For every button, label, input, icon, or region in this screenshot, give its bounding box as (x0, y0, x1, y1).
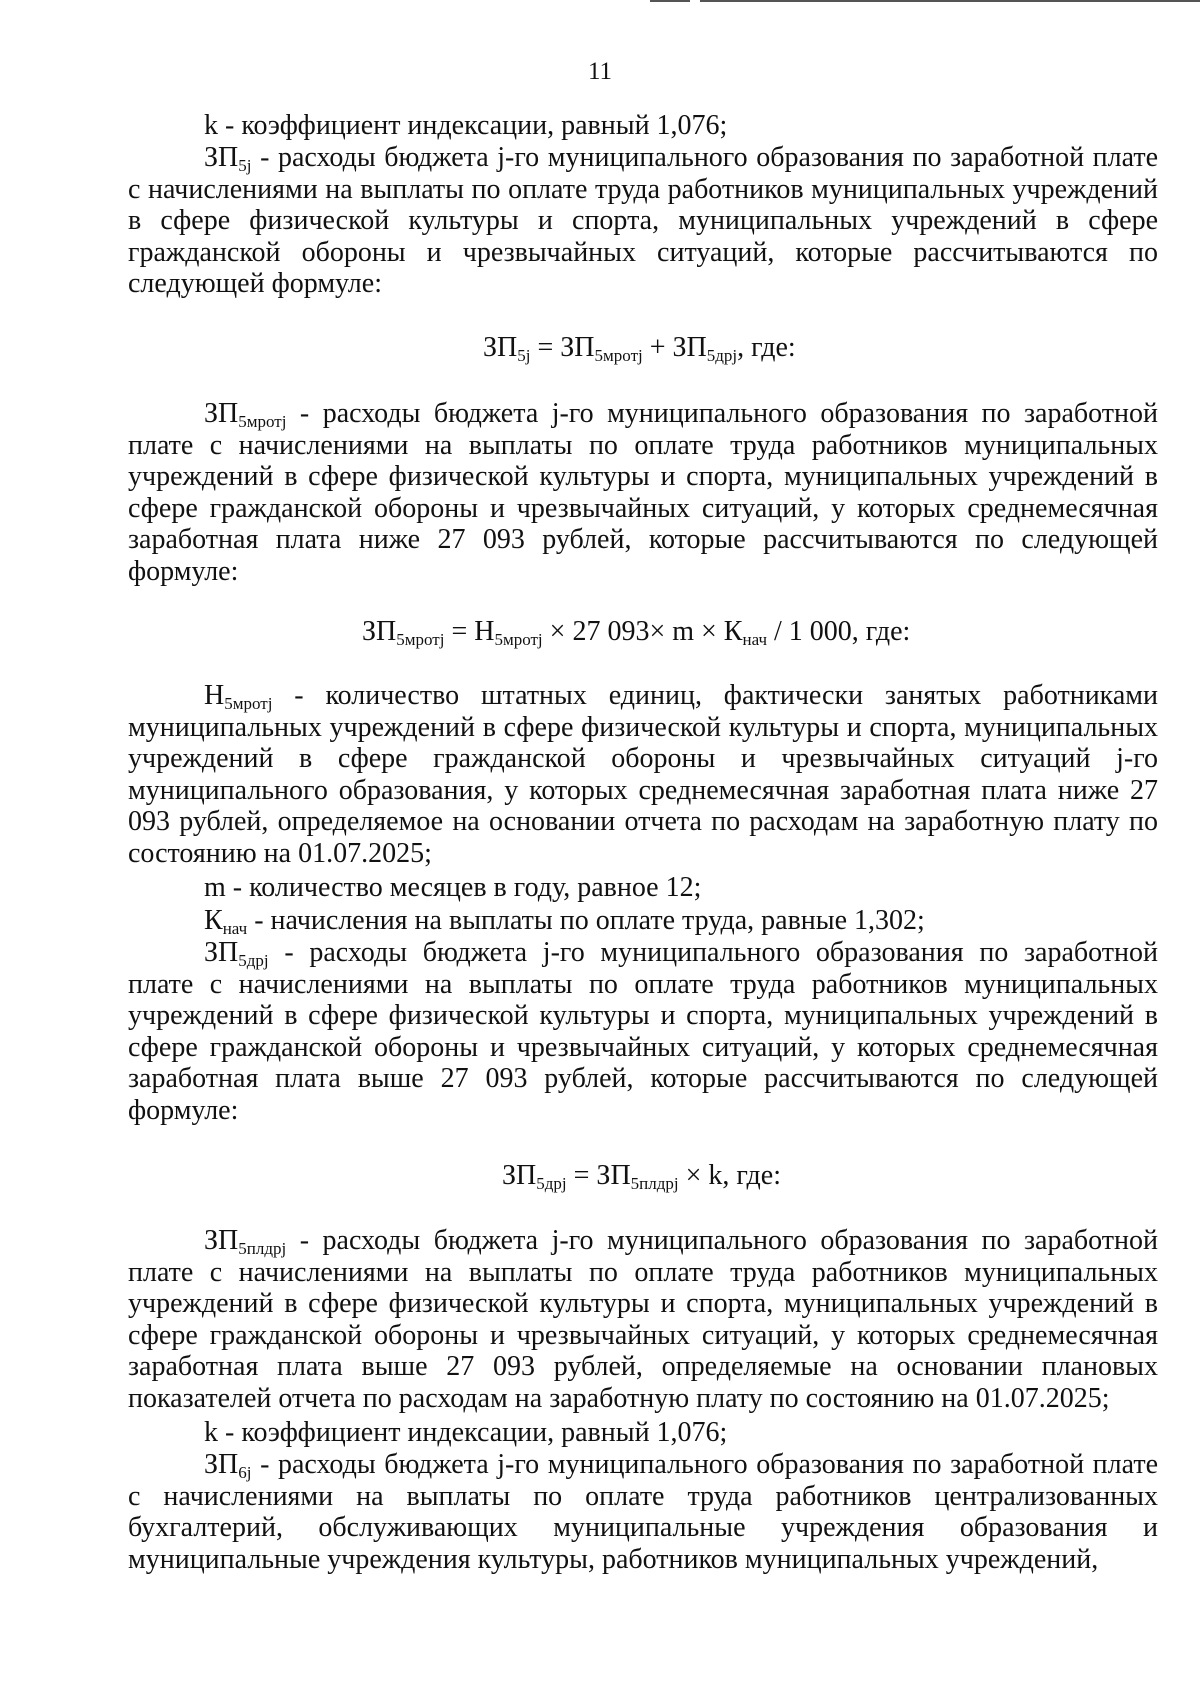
subscript: 5плдрj (238, 1239, 287, 1258)
paragraph-text: - количество штатных единиц, фактически занятых работниками муниципальных учреждений в сфере физической культуры и спорта, муниципальных учреждений в сфере гражданской обороны и чрезвычайных ситуаций j-го муниципального образования, у которых среднемесячная заработная плата ниже 27 093 рублей, определяемое на основании отчета по расходам на заработную плату по состоянию на 01.07.2025; (128, 680, 1158, 869)
paragraph-zp5pldrj-definition (128, 1225, 1158, 1414)
subscript: 6j (238, 1463, 252, 1482)
formula-zp5drj: $ЗП_{5дрj} = ЗП_{5плдрj} \times k$, где: (502, 1160, 781, 1193)
paragraph-zp5j-definition (128, 142, 1158, 300)
scan-edge-line (700, 0, 1200, 2)
symbol: ЗП (204, 937, 239, 968)
paragraph-text: - расходы бюджета j-го муниципального образования по заработной плате с начислениями на выплаты по оплате труда работников муниципальных учреждений в сфере физической культуры и спорта, муниципальных учреждений в сфере гражданской обороны и чрезвычайных ситуаций, у которых среднемесячная заработная плата выше 27 093 рублей, которые рассчитываются по следующей формуле: (128, 937, 1158, 1126)
symbol: К (204, 905, 223, 936)
symbol: ЗП (204, 142, 239, 173)
formula-zp5mrotj: $ЗП_{5мротj} = Н_{5мротj} \times 27$ $093\times m \times К_{нач} / 1$ 000, где: (362, 616, 911, 649)
paragraph-k-coefficient: k - коэффициент индексации, равный 1,076; (204, 110, 728, 141)
paragraph-text: - расходы бюджета j-го муниципального образования по заработной плате с начислениями на выплаты по оплате труда работников централизованных бухгалтерий, обслуживающих муниципальные учреждения образования и муниципальные учреждения культуры, работников муниципальных учреждений, (128, 1449, 1158, 1575)
paragraph-knach-definition (128, 905, 1158, 937)
subscript: 5мротj (238, 412, 287, 431)
paragraph-zp5drj-definition (128, 937, 1158, 1126)
paragraph-zp6j-definition (128, 1449, 1158, 1575)
paragraph-m-months: m - количество месяцев в году, равное 12; (204, 872, 702, 903)
page-number: 11 (587, 58, 613, 85)
symbol: Н (204, 680, 225, 711)
paragraph-text: - начисления на выплаты по оплате труда, равные 1,302; (247, 905, 925, 936)
paragraph-k-coefficient-2: k - коэффициент индексации, равный 1,076; (204, 1417, 728, 1448)
subscript: нач (222, 919, 248, 938)
subscript: 5мротj (224, 694, 273, 713)
symbol: ЗП (204, 398, 239, 429)
paragraph-text: - расходы бюджета j-го муниципального образования по заработной плате с начислениями на выплаты по оплате труда работников муниципальных учреждений в сфере физической культуры и спорта, муниципальных учреждений в сфере гражданской обороны и чрезвычайных ситуаций, у которых среднемесячная заработная плата ниже 27 093 рублей, которые рассчитываются по следующей формуле: (128, 398, 1158, 587)
paragraph-zp5mrotj-definition (128, 398, 1158, 587)
scan-edge-mark (650, 0, 690, 2)
paragraph-n5mrotj-definition (128, 680, 1158, 869)
paragraph-text: - расходы бюджета j-го муниципального образования по заработной плате с начислениями на выплаты по оплате труда работников муниципальных учреждений в сфере физической культуры и спорта, муниципальных учреждений в сфере гражданской обороны и чрезвычайных ситуаций, у которых среднемесячная заработная плата выше 27 093 рублей, определяемые на основании плановых показателей отчета по расходам на заработную плату по состоянию на 01.07.2025; (128, 1225, 1158, 1414)
subscript: 5j (238, 156, 252, 175)
subscript: 5дрj (238, 951, 269, 970)
symbol: ЗП (204, 1449, 239, 1480)
symbol: ЗП (204, 1225, 239, 1256)
paragraph-text: - расходы бюджета j-го муниципального образования по заработной плате с начислениями на выплаты по оплате труда работников муниципальных учреждений в сфере физической культуры и спорта, муниципальных учреждений в сфере гражданской обороны и чрезвычайных ситуаций, которые рассчитываются по следующей формуле: (128, 142, 1158, 299)
formula-zp5j: $ЗП_{5j} = ЗП_{5мротj} + ЗП_{5дрj}$, где: (483, 332, 796, 365)
